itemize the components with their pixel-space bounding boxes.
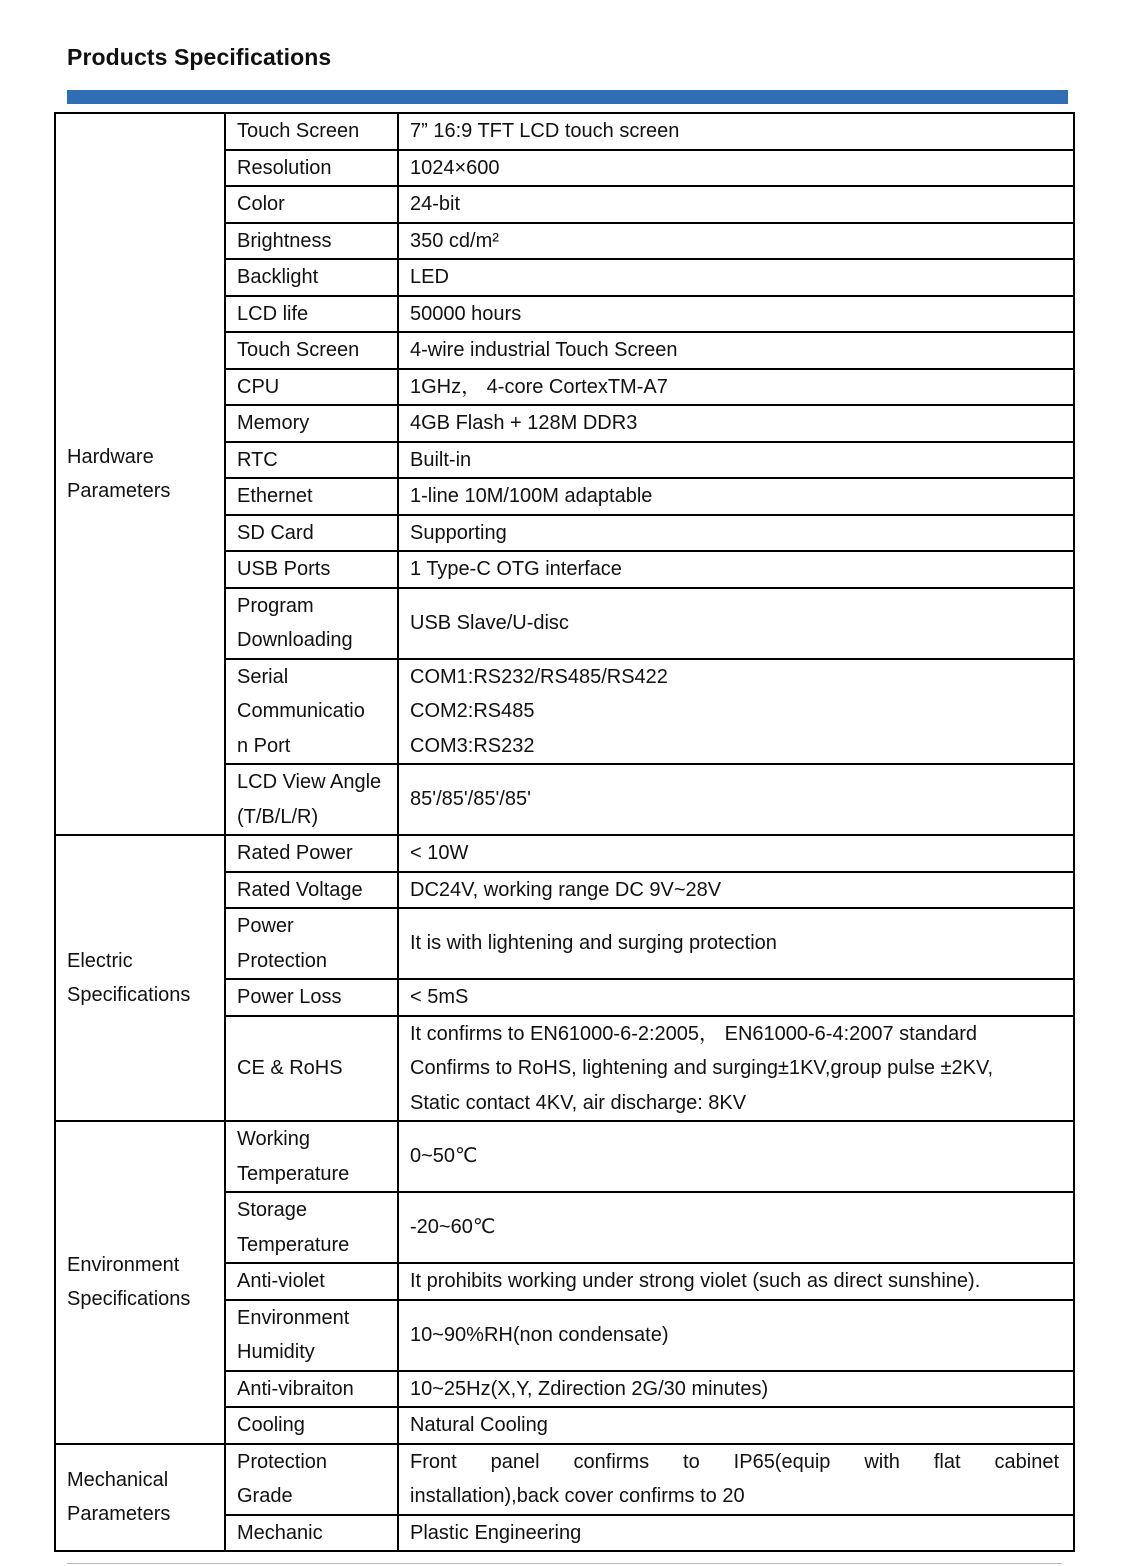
group-name-line: Environment xyxy=(67,1253,180,1276)
spec-label-line: Backlight xyxy=(237,266,319,288)
spec-value xyxy=(398,1016,1074,1122)
spec-value xyxy=(398,223,1074,260)
spec-value-line: 24-bit xyxy=(410,193,461,215)
spec-value-line: It prohibits working under strong violet (such as direct sunshine). xyxy=(410,1270,981,1292)
spec-value xyxy=(398,551,1074,588)
spec-label xyxy=(225,405,398,442)
spec-label xyxy=(225,442,398,479)
group-name-line: Specifications xyxy=(67,984,191,1006)
spec-value-line: 1 Type-C OTG interface xyxy=(410,558,622,580)
spec-value-line: 10~90%RH(non condensate) xyxy=(410,1323,669,1346)
spec-value xyxy=(398,1263,1074,1300)
page-title: Products Specifications xyxy=(67,44,332,70)
spec-value-line: Supporting xyxy=(410,521,507,544)
spec-label-line: Cooling xyxy=(237,1414,305,1436)
spec-label xyxy=(225,588,398,659)
spec-label xyxy=(225,872,398,909)
spec-value-line: 10~25Hz(X,Y, Zdirection 2G/30 minutes) xyxy=(410,1377,769,1400)
spec-label xyxy=(225,1371,398,1408)
spec-label-line: LCD View Angle xyxy=(237,771,382,793)
spec-label-line: Protection xyxy=(237,1450,328,1473)
spec-label-line: Downloading xyxy=(237,629,353,651)
spec-value-line: < 10W xyxy=(410,842,469,864)
group-name xyxy=(55,113,225,835)
spec-value xyxy=(398,979,1074,1016)
group-name-line: Parameters xyxy=(67,480,171,502)
spec-value-line: COM3:RS232 xyxy=(410,734,535,757)
spec-label xyxy=(225,1121,398,1192)
spec-label-line: Mechanic xyxy=(237,1521,323,1544)
spec-label-line: Serial xyxy=(237,665,289,688)
spec-label-line: RTC xyxy=(237,448,278,471)
spec-value-line: Static contact 4KV, air discharge: 8KV xyxy=(410,1091,747,1114)
spec-value xyxy=(398,1300,1074,1371)
group-name xyxy=(55,1444,225,1552)
spec-value xyxy=(398,1371,1074,1408)
spec-value-line: It is with lightening and surging protection xyxy=(410,932,777,955)
spec-label xyxy=(225,515,398,552)
spec-value-line: 1-line 10M/100M adaptable xyxy=(410,485,653,507)
spec-label xyxy=(225,1192,398,1263)
spec-table xyxy=(54,112,1075,1552)
spec-value-line: Built-in xyxy=(410,448,472,471)
spec-label-line: Touch Screen xyxy=(237,120,360,142)
spec-label-line: Resolution xyxy=(237,156,332,179)
spec-label xyxy=(225,1263,398,1300)
spec-label xyxy=(225,835,398,872)
spec-value xyxy=(398,588,1074,659)
footer-line xyxy=(67,1563,1062,1564)
spec-label-line: Ethernet xyxy=(237,485,313,507)
spec-value-line: 7” 16:9 TFT LCD touch screen xyxy=(410,120,680,142)
spec-label xyxy=(225,186,398,223)
spec-label xyxy=(225,1444,398,1515)
spec-label xyxy=(225,332,398,369)
spec-value xyxy=(398,659,1074,765)
spec-value-line: < 5mS xyxy=(410,986,469,1008)
spec-label-line: SD Card xyxy=(237,521,314,544)
spec-value-line: 0~50℃ xyxy=(410,1145,478,1168)
spec-value-line: 1024×600 xyxy=(410,156,500,179)
spec-value xyxy=(398,764,1074,835)
spec-label xyxy=(225,764,398,835)
spec-value-line: COM2:RS485 xyxy=(410,700,535,722)
spec-value xyxy=(398,296,1074,333)
spec-label xyxy=(225,1515,398,1552)
spec-label-line: Rated Power xyxy=(237,842,353,864)
spec-value-line: Plastic Engineering xyxy=(410,1521,582,1544)
spec-value xyxy=(398,835,1074,872)
spec-value-line: It confirms to EN61000-6-2:2005， EN61000-6-4:2007 standard xyxy=(410,1022,978,1045)
spec-label-line: Rated Voltage xyxy=(237,878,363,901)
spec-label-line: Anti-vibraiton xyxy=(237,1377,354,1400)
spec-label xyxy=(225,369,398,406)
spec-label-line: CE & RoHS xyxy=(237,1057,343,1079)
spec-row xyxy=(55,113,1074,150)
spec-label-line: LCD life xyxy=(237,302,309,325)
spec-row xyxy=(55,1121,1074,1192)
spec-label-line: Temperature xyxy=(237,1162,350,1185)
spec-label-line: CPU xyxy=(237,375,280,398)
spec-value-line: LED xyxy=(410,266,449,288)
spec-label xyxy=(225,979,398,1016)
spec-value xyxy=(398,872,1074,909)
spec-label-line: n Port xyxy=(237,734,291,757)
spec-label xyxy=(225,296,398,333)
spec-value xyxy=(398,478,1074,515)
spec-row xyxy=(55,1444,1074,1515)
spec-label-line: Power Loss xyxy=(237,986,342,1008)
spec-value xyxy=(398,405,1074,442)
spec-label-line: Power xyxy=(237,915,294,937)
spec-value xyxy=(398,1121,1074,1192)
spec-value xyxy=(398,1407,1074,1444)
spec-value xyxy=(398,908,1074,979)
group-name-line: Electric xyxy=(67,949,133,972)
group-name-line: Parameters xyxy=(67,1503,171,1526)
spec-label xyxy=(225,113,398,150)
spec-value xyxy=(398,1515,1074,1552)
spec-value-line: -20~60℃ xyxy=(410,1216,496,1239)
spec-label-line: Storage xyxy=(237,1199,308,1221)
spec-value xyxy=(398,442,1074,479)
spec-value-line: Natural Cooling xyxy=(410,1414,548,1436)
spec-label-line: Anti-violet xyxy=(237,1270,325,1292)
spec-value-line: DC24V, working range DC 9V~28V xyxy=(410,878,722,901)
spec-value-line: USB Slave/U-disc xyxy=(410,611,569,634)
spec-value-line: installation),back cover confirms to 20 xyxy=(410,1485,745,1507)
spec-value-line: 85'/85'/85'/85' xyxy=(410,788,531,811)
spec-label-line: Temperature xyxy=(237,1233,350,1256)
spec-label xyxy=(225,478,398,515)
spec-label-line: Communicatio xyxy=(237,700,365,722)
spec-label xyxy=(225,259,398,296)
spec-label-line: Memory xyxy=(237,412,310,434)
spec-value-line: COM1:RS232/RS485/RS422 xyxy=(410,665,668,688)
group-name xyxy=(55,1121,225,1444)
spec-label xyxy=(225,1407,398,1444)
spec-label-line: Program xyxy=(237,594,314,617)
spec-label-line: Color xyxy=(237,193,285,215)
spec-label-line: Humidity xyxy=(237,1341,315,1363)
group-name-line: Specifications xyxy=(67,1288,191,1311)
spec-value-line: 4-wire industrial Touch Screen xyxy=(410,339,678,361)
spec-value xyxy=(398,1444,1074,1515)
spec-label xyxy=(225,551,398,588)
group-name xyxy=(55,835,225,1121)
spec-value xyxy=(398,332,1074,369)
spec-label-line: Grade xyxy=(237,1485,293,1507)
spec-value-line: 350 cd/m² xyxy=(410,229,499,252)
group-name-line: Hardware xyxy=(67,445,154,468)
group-name-line: Mechanical xyxy=(67,1468,169,1491)
spec-value xyxy=(398,259,1074,296)
spec-value-line: 50000 hours xyxy=(410,302,522,325)
spec-row xyxy=(55,835,1074,872)
spec-value xyxy=(398,186,1074,223)
spec-value-line: Confirms to RoHS, lightening and surging±1KV,group pulse ±2KV, xyxy=(410,1057,994,1079)
title-bar xyxy=(67,90,1068,104)
spec-value-line: Front panel confirms to IP65(equip with flat cabinet xyxy=(410,1450,1059,1473)
spec-value xyxy=(398,150,1074,187)
spec-label-line: Working xyxy=(237,1128,310,1150)
spec-label-line: Protection xyxy=(237,949,328,972)
spec-value xyxy=(398,515,1074,552)
spec-value xyxy=(398,369,1074,406)
spec-label-line: Brightness xyxy=(237,229,332,252)
spec-label xyxy=(225,908,398,979)
spec-label-line: Environment xyxy=(237,1306,350,1329)
spec-label xyxy=(225,659,398,765)
spec-value-line: 4GB Flash + 128M DDR3 xyxy=(410,412,638,434)
spec-value-line: 1GHz， 4-core CortexTM-A7 xyxy=(410,375,668,398)
spec-label xyxy=(225,150,398,187)
spec-label xyxy=(225,1300,398,1371)
spec-label-line: USB Ports xyxy=(237,558,331,580)
spec-label xyxy=(225,1016,398,1122)
spec-label-line: Touch Screen xyxy=(237,339,360,361)
spec-label-line: (T/B/L/R) xyxy=(237,805,319,828)
spec-value xyxy=(398,113,1074,150)
spec-value xyxy=(398,1192,1074,1263)
spec-label xyxy=(225,223,398,260)
